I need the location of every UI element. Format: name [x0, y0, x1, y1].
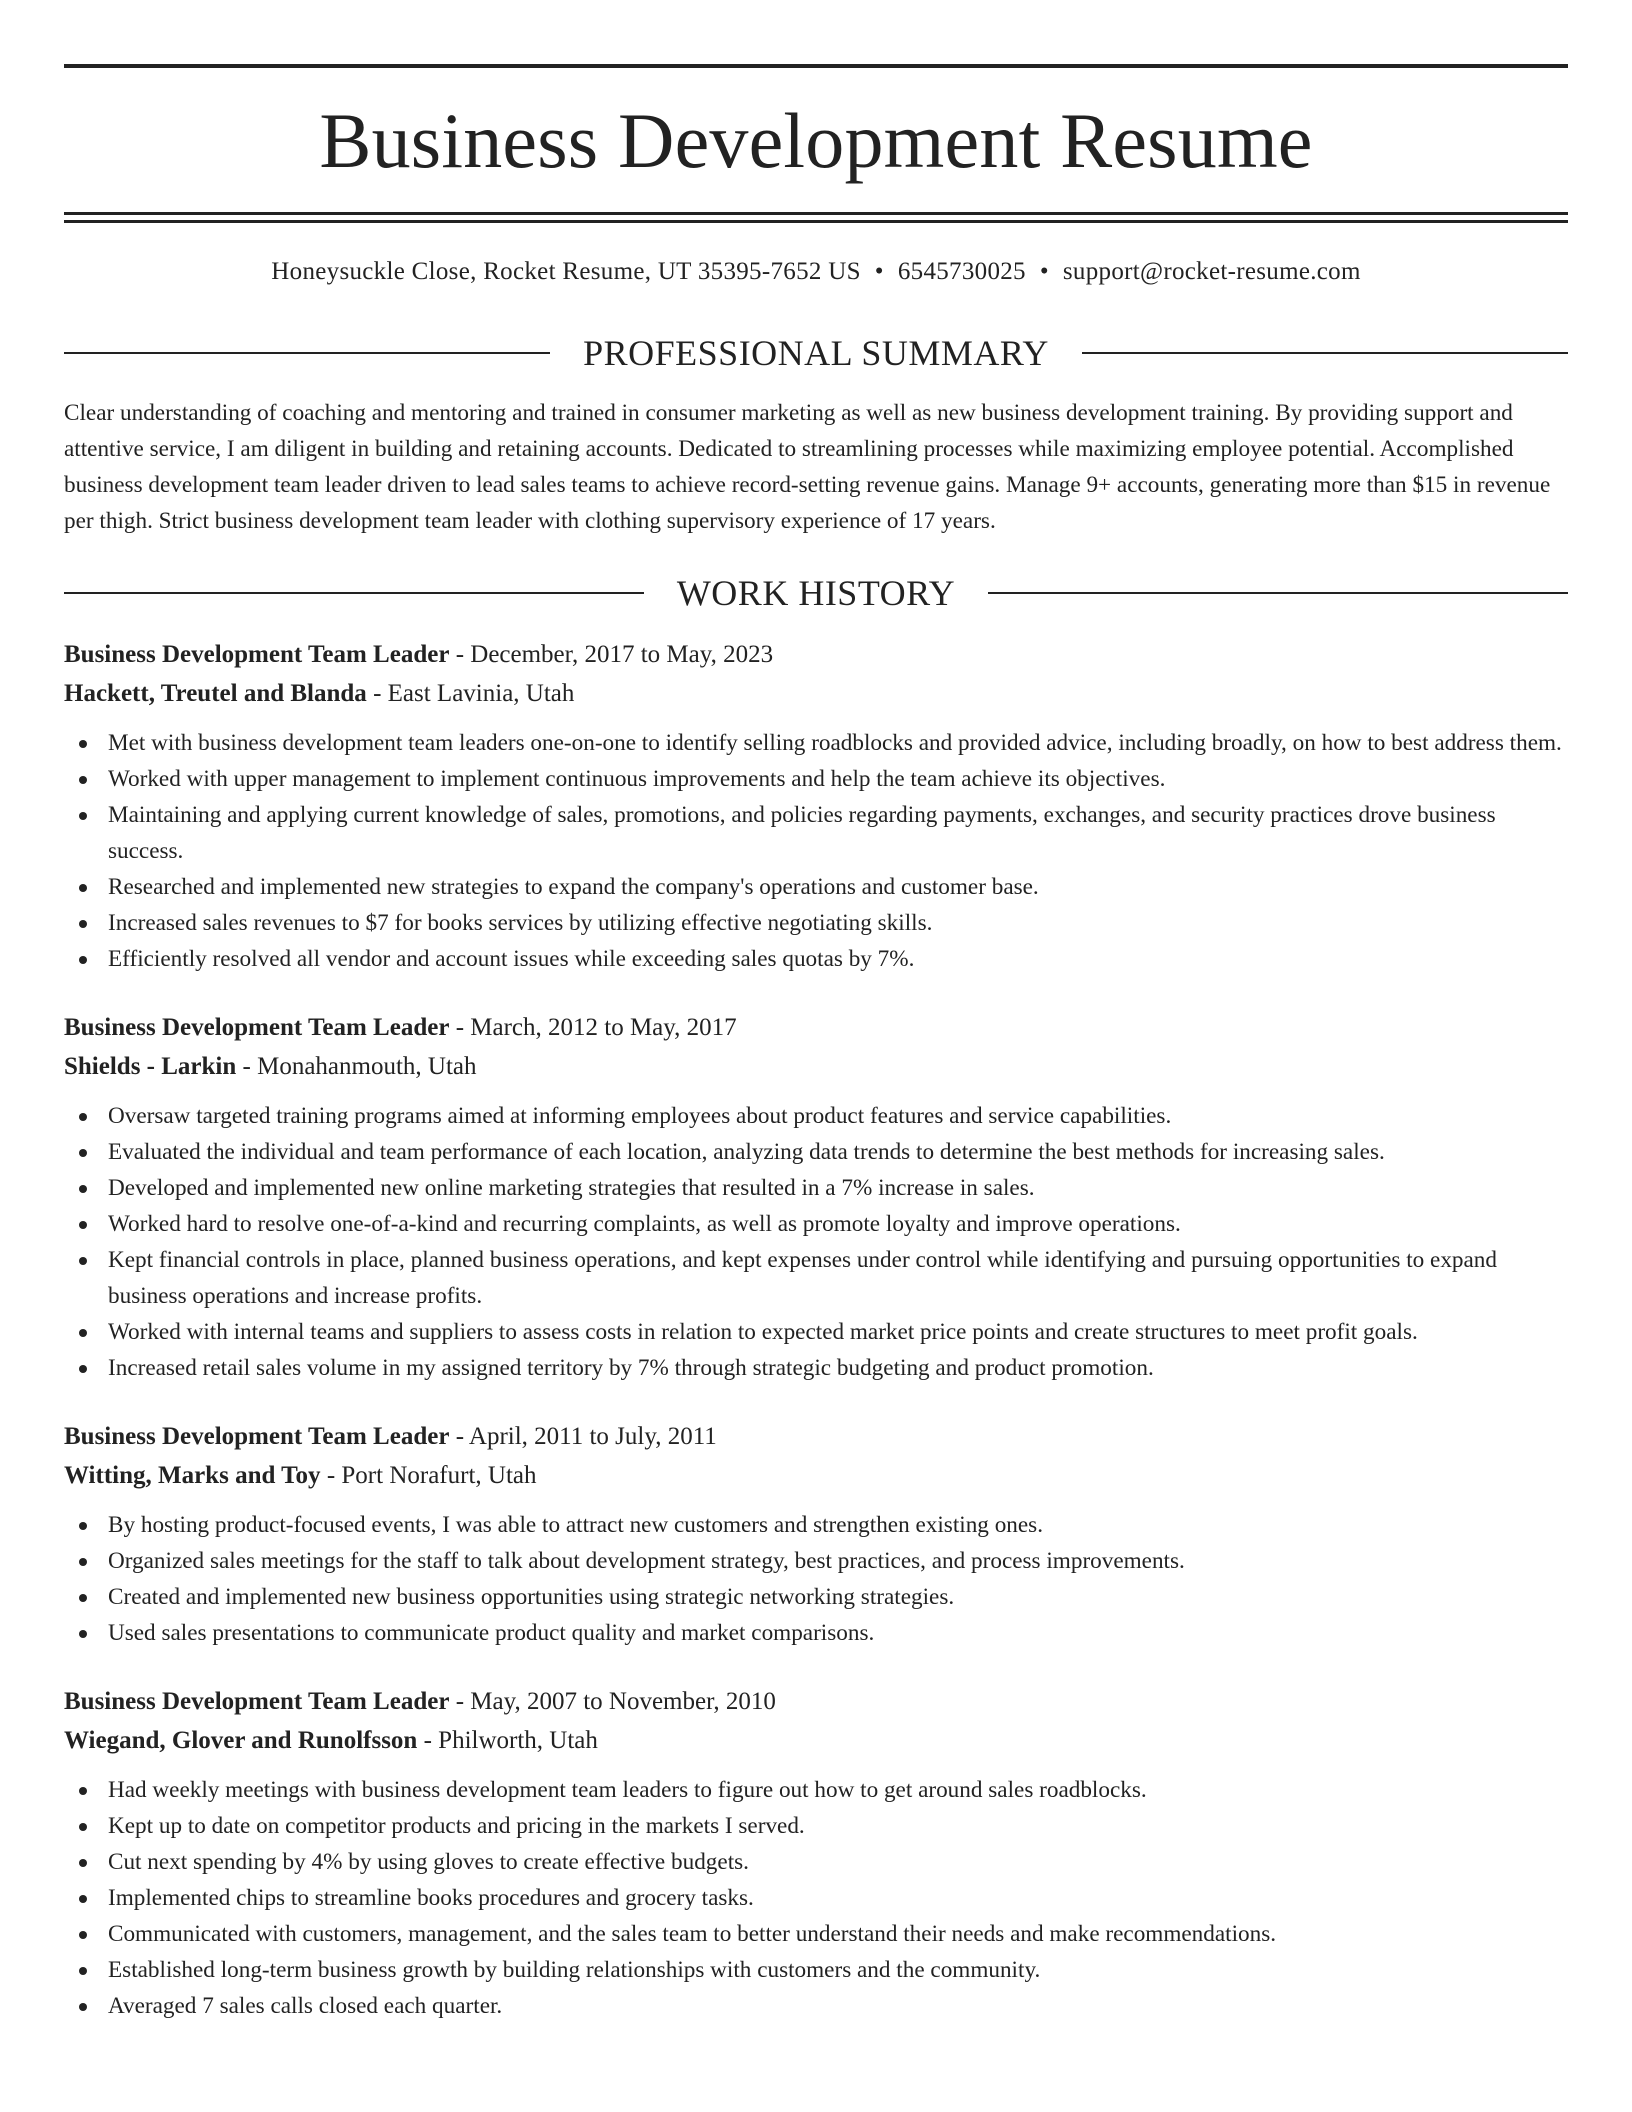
section-rule-right — [988, 592, 1568, 594]
summary-section-heading — [64, 335, 1568, 371]
section-rule-right — [1082, 352, 1568, 354]
job-company: Shields - Larkin — [64, 1053, 237, 1080]
job-title: Business Development Team Leader — [64, 641, 450, 668]
contact-email: support@rocket-resume.com — [1062, 258, 1361, 285]
list-item: Researched and implemented new strategies to expand the company's operations and customer base. — [64, 869, 1568, 905]
contact-separator: • — [874, 258, 884, 285]
list-item: Communicated with customers, management, and the sales team to better understand their needs and make recommendations. — [64, 1916, 1568, 1952]
list-item: Worked hard to resolve one-of-a-kind and recurring complaints, as well as promote loyalty and improve operations. — [64, 1206, 1568, 1242]
list-item: Evaluated the individual and team performance of each location, analyzing data trends to determine the best methods for increasing sales. — [64, 1134, 1568, 1170]
job-title: Business Development Team Leader — [64, 1688, 450, 1715]
job-dates: - March, 2012 to May, 2017 — [449, 1014, 737, 1041]
job-location: - Port Norafurt, Utah — [320, 1462, 537, 1489]
job-company: Witting, Marks and Toy — [64, 1462, 321, 1489]
job-location: - Monahanmouth, Utah — [236, 1053, 477, 1080]
list-item: Kept up to date on competitor products and pricing in the markets I served. — [64, 1808, 1568, 1844]
list-item: Increased retail sales volume in my assigned territory by 7% through strategic budgeting and product promotion. — [64, 1350, 1568, 1386]
job-entry — [64, 635, 1568, 977]
list-item: Worked with internal teams and suppliers to assess costs in relation to expected market price points and create structures to meet profit goals. — [64, 1314, 1568, 1350]
job-dates: - April, 2011 to July, 2011 — [449, 1423, 717, 1450]
job-location: - East Lavinia, Utah — [366, 680, 575, 707]
list-item: Kept financial controls in place, planned business operations, and kept expenses under control while identifying and pursuing opportunities to expand business operations and increase profits. — [64, 1242, 1568, 1314]
job-title: Business Development Team Leader — [64, 1014, 450, 1041]
job-entry — [64, 1682, 1568, 2024]
job-entry — [64, 1417, 1568, 1651]
top-rule — [64, 64, 1568, 68]
title-double-rule — [64, 212, 1568, 223]
job-title-line — [64, 1008, 1568, 1047]
contact-phone: 6545730025 — [897, 258, 1026, 285]
list-item: By hosting product-focused events, I was able to attract new customers and strengthen existing ones. — [64, 1507, 1568, 1543]
job-bullet-list — [64, 725, 1568, 977]
work-section-heading — [64, 575, 1568, 611]
job-company-line — [64, 1047, 1568, 1086]
list-item: Averaged 7 sales calls closed each quarter. — [64, 1988, 1568, 2024]
list-item: Had weekly meetings with business development team leaders to figure out how to get around sales roadblocks. — [64, 1772, 1568, 1808]
job-company: Hackett, Treutel and Blanda — [64, 680, 367, 707]
list-item: Maintaining and applying current knowledge of sales, promotions, and policies regarding payments, exchanges, and security practices drove business success. — [64, 797, 1568, 869]
list-item: Established long-term business growth by building relationships with customers and the community. — [64, 1952, 1568, 1988]
job-title-line — [64, 635, 1568, 674]
contact-separator: • — [1039, 258, 1049, 285]
job-bullet-list — [64, 1098, 1568, 1386]
job-title-line — [64, 1417, 1568, 1456]
list-item: Increased sales revenues to $7 for books services by utilizing effective negotiating skills. — [64, 905, 1568, 941]
job-company: Wiegand, Glover and Runolfsson — [64, 1727, 418, 1754]
resume-page — [64, 64, 1568, 2024]
job-entry — [64, 1008, 1568, 1386]
list-item: Used sales presentations to communicate product quality and market comparisons. — [64, 1615, 1568, 1651]
job-bullet-list — [64, 1507, 1568, 1651]
document-title: Business Development Resume — [319, 97, 1313, 184]
list-item: Worked with upper management to implement continuous improvements and help the team achieve its objectives. — [64, 761, 1568, 797]
list-item: Implemented chips to streamline books procedures and grocery tasks. — [64, 1880, 1568, 1916]
job-company-line — [64, 1721, 1568, 1760]
job-dates: - December, 2017 to May, 2023 — [449, 641, 774, 668]
list-item: Efficiently resolved all vendor and account issues while exceeding sales quotas by 7%. — [64, 941, 1568, 977]
summary-text: Clear understanding of coaching and mentoring and trained in consumer marketing as well as new business development training. By providing support and attentive service, I am diligent in building and retaining accounts. Dedicated to streamlining processes while maximizing employee potential. Accomplished business development team leader driven to lead sales teams to achieve record-setting revenue gains. Manage 9+ accounts, generating more than $15 in revenue per thigh. Strict business development team leader with clothing supervisory experience of 17 years. — [64, 400, 1551, 534]
job-title-line — [64, 1682, 1568, 1721]
contact-address: Honeysuckle Close, Rocket Resume, UT 35395-7652 US — [271, 258, 861, 285]
job-bullet-list — [64, 1772, 1568, 2024]
job-company-line — [64, 674, 1568, 713]
list-item: Created and implemented new business opportunities using strategic networking strategies. — [64, 1579, 1568, 1615]
work-history-list — [64, 635, 1568, 2024]
section-rule-left — [64, 592, 644, 594]
list-item: Met with business development team leaders one-on-one to identify selling roadblocks and provided advice, including broadly, on how to best address them. — [64, 725, 1568, 761]
contact-line — [64, 259, 1568, 284]
job-company-line — [64, 1456, 1568, 1495]
work-heading-label: WORK HISTORY — [676, 573, 956, 613]
job-title: Business Development Team Leader — [64, 1423, 450, 1450]
list-item: Organized sales meetings for the staff to talk about development strategy, best practices, and process improvements. — [64, 1543, 1568, 1579]
list-item: Developed and implemented new online marketing strategies that resulted in a 7% increase in sales. — [64, 1170, 1568, 1206]
job-location: - Philworth, Utah — [417, 1727, 598, 1754]
summary-heading-label: PROFESSIONAL SUMMARY — [583, 333, 1049, 373]
job-dates: - May, 2007 to November, 2010 — [449, 1688, 776, 1715]
list-item: Cut next spending by 4% by using gloves to create effective budgets. — [64, 1844, 1568, 1880]
section-rule-left — [64, 352, 550, 354]
list-item: Oversaw targeted training programs aimed at informing employees about product features and service capabilities. — [64, 1098, 1568, 1134]
